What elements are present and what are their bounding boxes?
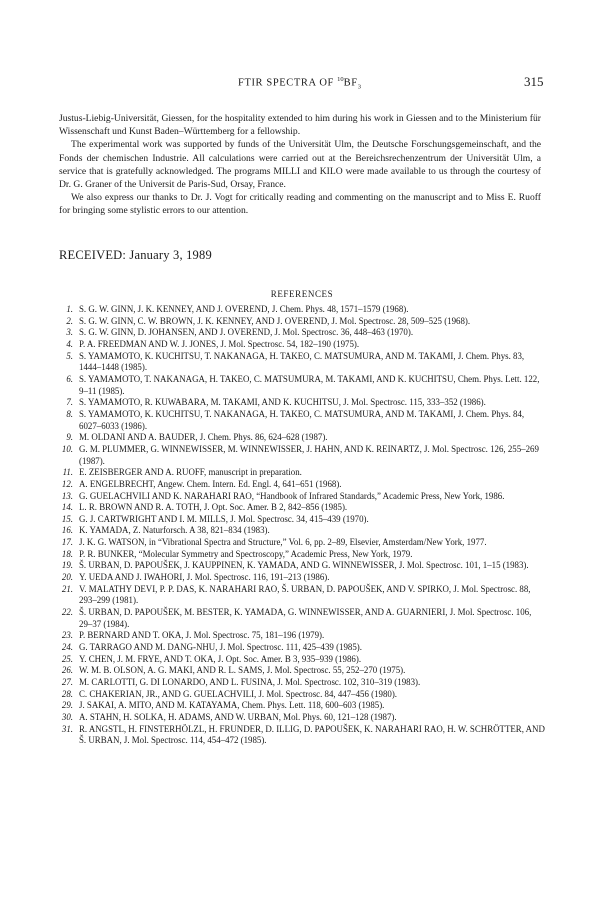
reference-item bbox=[59, 397, 545, 409]
reference-item bbox=[59, 432, 545, 444]
paragraph: We also express our thanks to Dr. J. Vogt for critically reading and commenting on the manuscript and to Miss E. Ruoff for bringing some stylistic errors to our attention. bbox=[59, 192, 541, 217]
reference-text: A. ENGELBRECHT, Angew. Chem. Intern. Ed. Engl. 4, 641–651 (1968). bbox=[79, 478, 342, 489]
reference-number: 26. bbox=[61, 665, 73, 676]
reference-item bbox=[59, 549, 545, 561]
reference-number: 24. bbox=[61, 642, 73, 653]
reference-item bbox=[59, 700, 545, 712]
received-date: RECEIVED: January 3, 1989 bbox=[59, 248, 212, 262]
reference-number: 2. bbox=[66, 315, 73, 326]
reference-number: 5. bbox=[66, 350, 73, 361]
reference-text: M. CARLOTTI, G. DI LONARDO, AND L. FUSINA, J. Mol. Spectrosc. 102, 310–319 (1983). bbox=[79, 677, 421, 687]
reference-text: J. K. G. WATSON, in “Vibrational Spectra and Structure,” Vol. 6, pp. 2–89, Elsevier, Amsterdam/New York, 1977. bbox=[79, 537, 487, 548]
paragraph: Justus-Liebig-Universität, Giessen, for the hospitality extended to him during his work in Giessen and to the Ministerium für Wissenschaft und Kunst Baden–Württemberg for a fellowship. bbox=[59, 113, 541, 138]
reference-text: L. R. BROWN AND R. A. TOTH, J. Opt. Soc. Amer. B 2, 842–856 (1985). bbox=[79, 502, 348, 513]
reference-text: S. G. W. GINN, C. W. BROWN, J. K. KENNEY, AND J. OVEREND, J. Mol. Spectrosc. 28, 509–525 (1968). bbox=[79, 315, 471, 326]
reference-number: 18. bbox=[61, 548, 73, 559]
reference-text: Š. URBAN, D. PAPOUŠEK, M. BESTER, K. YAMADA, G. WINNEWISSER, AND A. GUARNIERI, J. Mol. Spectrosc. 106, 29–37 (1984). bbox=[79, 607, 532, 629]
reference-number: 20. bbox=[61, 572, 73, 583]
reference-item bbox=[59, 444, 545, 467]
reference-number: 23. bbox=[61, 630, 73, 641]
reference-number: 16. bbox=[61, 525, 73, 536]
reference-number: 6. bbox=[66, 373, 73, 384]
reference-text: G. GUELACHVILI AND K. NARAHARI RAO, “Handbook of Infrared Standards,” Academic Press, New York, 1986. bbox=[79, 490, 505, 501]
reference-text: P. A. FREEDMAN AND W. J. JONES, J. Mol. Spectrosc. 54, 182–190 (1975). bbox=[79, 338, 360, 349]
reference-text: Š. URBAN, D. PAPOUŠEK, J. KAUPPINEN, K. YAMADA, AND G. WINNEWISSER, J. Mol. Spectrosc. 101, 1–15 (1983). bbox=[79, 560, 529, 571]
reference-text: S. YAMAMOTO, T. NAKANAGA, H. TAKEO, C. MATSUMURA, M. TAKAMI, AND K. KUCHITSU, Chem. Phys. Lett. 122, 9–11 (1985). bbox=[79, 373, 540, 396]
reference-number: 15. bbox=[61, 513, 73, 524]
acknowledgments-section bbox=[59, 112, 541, 218]
reference-number: 4. bbox=[66, 338, 73, 349]
reference-text: R. ANGSTL, H. FINSTERHÖLZL, H. FRUNDER, D. ILLIG, D. PAPOUŠEK, K. NARAHARI RAO, H. W. SCHRÖTTER, AND Š. URBAN, J. Mol. Spectrosc. 114, 454–472 (1985). bbox=[79, 723, 545, 746]
reference-text: S. G. W. GINN, J. K. KENNEY, AND J. OVEREND, J. Chem. Phys. 48, 1571–1579 (1968). bbox=[79, 304, 409, 314]
reference-number: 29. bbox=[61, 700, 73, 711]
reference-item bbox=[59, 316, 545, 328]
running-header bbox=[0, 76, 604, 92]
formula-subscript: 3 bbox=[357, 83, 362, 91]
reference-number: 3. bbox=[66, 327, 73, 338]
reference-item bbox=[59, 467, 545, 479]
reference-number: 28. bbox=[61, 688, 73, 699]
references-list bbox=[59, 304, 545, 747]
reference-item bbox=[59, 724, 545, 747]
isotope-superscript: 10 bbox=[337, 76, 344, 83]
reference-text: G. TARRAGO AND M. DANG-NHU, J. Mol. Spectrosc. 111, 425–439 (1985). bbox=[79, 642, 362, 653]
reference-item bbox=[59, 677, 545, 689]
reference-text: P. BERNARD AND T. OKA, J. Mol. Spectrosc. 75, 181–196 (1979). bbox=[79, 630, 325, 641]
reference-text: K. YAMADA, Z. Naturforsch. A 38, 821–834 (1983). bbox=[79, 525, 270, 536]
reference-text: J. SAKAI, A. MITO, AND M. KATAYAMA, Chem. Phys. Lett. 118, 600–603 (1985). bbox=[79, 700, 385, 711]
reference-item bbox=[59, 491, 545, 503]
reference-item bbox=[59, 572, 545, 584]
reference-number: 13. bbox=[61, 490, 73, 501]
formula-text: BF bbox=[343, 77, 358, 89]
reference-number: 1. bbox=[66, 304, 73, 314]
reference-item bbox=[59, 642, 545, 654]
reference-item bbox=[59, 654, 545, 666]
reference-number: 10. bbox=[61, 443, 73, 454]
reference-text: S. YAMAMOTO, K. KUCHITSU, T. NAKANAGA, H. TAKEO, C. MATSUMURA, AND M. TAKAMI, J. Chem. Phys. 84, 6027–6033 (1986). bbox=[79, 408, 525, 431]
reference-item bbox=[59, 584, 545, 607]
reference-number: 11. bbox=[62, 467, 73, 478]
reference-item bbox=[59, 409, 545, 432]
reference-text: W. M. B. OLSON, A. G. MAKI, AND R. L. SAMS, J. Mol. Spectrosc. 55, 252–270 (1975). bbox=[79, 665, 406, 676]
reference-number: 31. bbox=[61, 723, 73, 734]
reference-item bbox=[59, 374, 545, 397]
reference-item bbox=[59, 304, 545, 316]
paragraph: The experimental work was supported by funds of the Universität Ulm, the Deutsche Forschungsgemeinschaft, and the Fonds der chemischen Industrie. All calculations were carried out at the Bereichsrechenzentrum der Universität Ulm, a service that is gratefully acknowledged. The programs MILLI and KILO were made available to us through the courtesy of Dr. G. Graner of the Universit de Paris-Sud, Orsay, France. bbox=[59, 139, 541, 191]
reference-item bbox=[59, 351, 545, 374]
reference-number: 7. bbox=[66, 397, 73, 408]
reference-number: 21. bbox=[61, 583, 73, 594]
reference-item bbox=[59, 327, 545, 339]
running-title bbox=[238, 76, 362, 91]
reference-text: M. OLDANI AND A. BAUDER, J. Chem. Phys. 86, 624–628 (1987). bbox=[79, 432, 328, 443]
reference-item bbox=[59, 560, 545, 572]
reference-text: E. ZEISBERGER AND A. RUOFF, manuscript in preparation. bbox=[79, 467, 302, 478]
reference-text: A. STAHN, H. SOLKA, H. ADAMS, AND W. URBAN, Mol. Phys. 60, 121–128 (1987). bbox=[79, 711, 397, 722]
reference-text: S. G. W. GINN, D. JOHANSEN, AND J. OVEREND, J. Mol. Spectrosc. 36, 448–463 (1970). bbox=[79, 327, 414, 338]
reference-number: 19. bbox=[61, 560, 73, 571]
reference-text: Y. UEDA AND J. IWAHORI, J. Mol. Spectrosc. 116, 191–213 (1986). bbox=[79, 572, 330, 583]
reference-item bbox=[59, 525, 545, 537]
reference-text: P. R. BUNKER, “Molecular Symmetry and Spectroscopy,” Academic Press, New York, 1979. bbox=[79, 548, 413, 559]
reference-number: 17. bbox=[61, 537, 73, 548]
reference-text: Y. CHEN, J. M. FRYE, AND T. OKA, J. Opt. Soc. Amer. B 3, 935–939 (1986). bbox=[79, 653, 362, 664]
reference-number: 27. bbox=[61, 677, 73, 687]
references-heading: REFERENCES bbox=[270, 289, 334, 299]
reference-number: 25. bbox=[61, 653, 73, 664]
reference-text: C. CHAKERIAN, JR., AND G. GUELACHVILI, J. Mol. Spectrosc. 84, 447–456 (1980). bbox=[79, 688, 398, 699]
reference-text: G. J. CARTWRIGHT AND I. M. MILLS, J. Mol. Spectrosc. 34, 415–439 (1970). bbox=[79, 513, 369, 524]
reference-text: V. MALATHY DEVI, P. P. DAS, K. NARAHARI RAO, Š. URBAN, D. PAPOUŠEK, AND V. SPIRKO, J. Mol. Spectrosc. 88, 293–299 (1981). bbox=[79, 583, 531, 606]
reference-item bbox=[59, 689, 545, 701]
reference-text: S. YAMAMOTO, R. KUWABARA, M. TAKAMI, AND K. KUCHITSU, J. Mol. Spectrosc. 115, 333–352 (1986). bbox=[79, 397, 486, 408]
reference-item bbox=[59, 712, 545, 724]
reference-number: 22. bbox=[61, 607, 73, 618]
reference-item bbox=[59, 607, 545, 630]
reference-number: 30. bbox=[61, 711, 73, 722]
reference-number: 12. bbox=[61, 478, 73, 489]
page-number: 315 bbox=[524, 74, 544, 89]
running-title-text: FTIR SPECTRA OF bbox=[238, 77, 338, 89]
reference-item bbox=[59, 514, 545, 526]
reference-item bbox=[59, 502, 545, 514]
reference-number: 8. bbox=[66, 408, 73, 419]
reference-text: S. YAMAMOTO, K. KUCHITSU, T. NAKANAGA, H. TAKEO, C. MATSUMURA, AND M. TAKAMI, J. Chem. Phys. 83, 1444–1448 (1985). bbox=[79, 350, 525, 373]
reference-number: 14. bbox=[61, 502, 73, 513]
reference-item bbox=[59, 630, 545, 642]
reference-text: G. M. PLUMMER, G. WINNEWISSER, M. WINNEWISSER, J. HAHN, AND K. REINARTZ, J. Mol. Spectrosc. 126, 255–269 (1987). bbox=[79, 443, 539, 466]
reference-item bbox=[59, 665, 545, 677]
reference-item bbox=[59, 479, 545, 491]
reference-item bbox=[59, 537, 545, 549]
reference-item bbox=[59, 339, 545, 351]
reference-number: 9. bbox=[66, 432, 73, 443]
